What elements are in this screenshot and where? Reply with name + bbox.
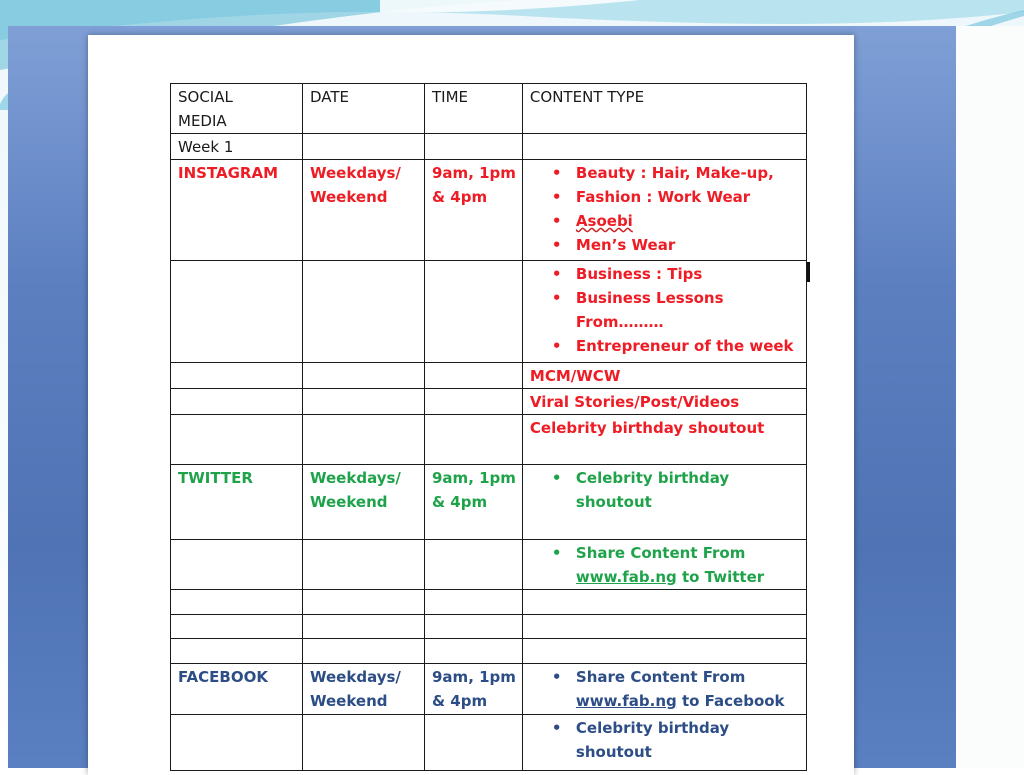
table-row xyxy=(171,664,807,715)
content-schedule-table xyxy=(170,83,807,771)
list-item: • Celebrity birthday shoutout xyxy=(551,469,730,511)
instagram-mcm-wcw: MCM/WCW xyxy=(522,363,806,389)
table-row xyxy=(171,134,807,160)
table-row xyxy=(171,465,807,540)
bullet-list xyxy=(530,541,800,589)
instagram-content-a xyxy=(522,160,806,261)
bullet-list xyxy=(530,466,800,514)
twitter-date: Weekdays/ Weekend xyxy=(303,465,425,540)
header-social-media: SOCIAL MEDIA xyxy=(171,84,303,134)
instagram-content-b xyxy=(522,261,806,363)
instagram-date: Weekdays/ Weekend xyxy=(303,160,425,261)
header-time: TIME xyxy=(425,84,523,134)
fab-ng-link[interactable]: www.fab.ng xyxy=(575,692,677,710)
list-item: • Fashion : Work Wear xyxy=(551,188,751,206)
table-row xyxy=(171,540,807,590)
slide-right-margin xyxy=(956,26,1024,768)
facebook-time: 9am, 1pm & 4pm xyxy=(425,664,523,715)
table-row xyxy=(171,639,807,664)
facebook-date: Weekdays/ Weekend xyxy=(303,664,425,715)
twitter-content-b xyxy=(522,540,806,590)
week-label: Week 1 xyxy=(171,134,303,160)
facebook-content-b xyxy=(522,715,806,771)
fab-ng-link[interactable]: www.fab.ng xyxy=(575,568,677,586)
list-item: • Share Content From www.fab.ng to Facebook xyxy=(551,668,785,710)
header-date: DATE xyxy=(303,84,425,134)
table-row xyxy=(171,415,807,465)
table-row xyxy=(171,363,807,389)
list-item: • Entrepreneur of the week xyxy=(551,337,794,355)
twitter-time: 9am, 1pm & 4pm xyxy=(425,465,523,540)
table-header-row xyxy=(171,84,807,134)
list-item: • Celebrity birthday shoutout xyxy=(551,719,730,761)
platform-twitter: TWITTER xyxy=(171,465,303,540)
platform-instagram: INSTAGRAM xyxy=(171,160,303,261)
bullet-list xyxy=(530,161,800,257)
bullet-list xyxy=(530,716,800,764)
instagram-celebrity-shoutout: Celebrity birthday shoutout xyxy=(522,415,806,465)
twitter-content-a xyxy=(522,465,806,540)
list-item: • Asoebi xyxy=(551,212,633,230)
bullet-list xyxy=(530,665,800,713)
table-row xyxy=(171,615,807,639)
platform-facebook: FACEBOOK xyxy=(171,664,303,715)
list-item: • Men’s Wear xyxy=(551,236,676,254)
list-item: • Share Content From www.fab.ng to Twitter xyxy=(551,544,765,586)
list-item: • Business Lessons From……… xyxy=(551,289,724,331)
list-item: • Business : Tips xyxy=(551,265,703,283)
table-row xyxy=(171,715,807,771)
table-row xyxy=(171,389,807,415)
table-row xyxy=(171,261,807,363)
text-cursor xyxy=(807,262,810,282)
bullet-list xyxy=(530,262,800,358)
facebook-content-a xyxy=(522,664,806,715)
table-row xyxy=(171,160,807,261)
table-row xyxy=(171,590,807,615)
instagram-viral-stories: Viral Stories/Post/Videos xyxy=(522,389,806,415)
list-item: • Beauty : Hair, Make-up, xyxy=(551,164,774,182)
header-content-type: CONTENT TYPE xyxy=(522,84,806,134)
instagram-time: 9am, 1pm & 4pm xyxy=(425,160,523,261)
